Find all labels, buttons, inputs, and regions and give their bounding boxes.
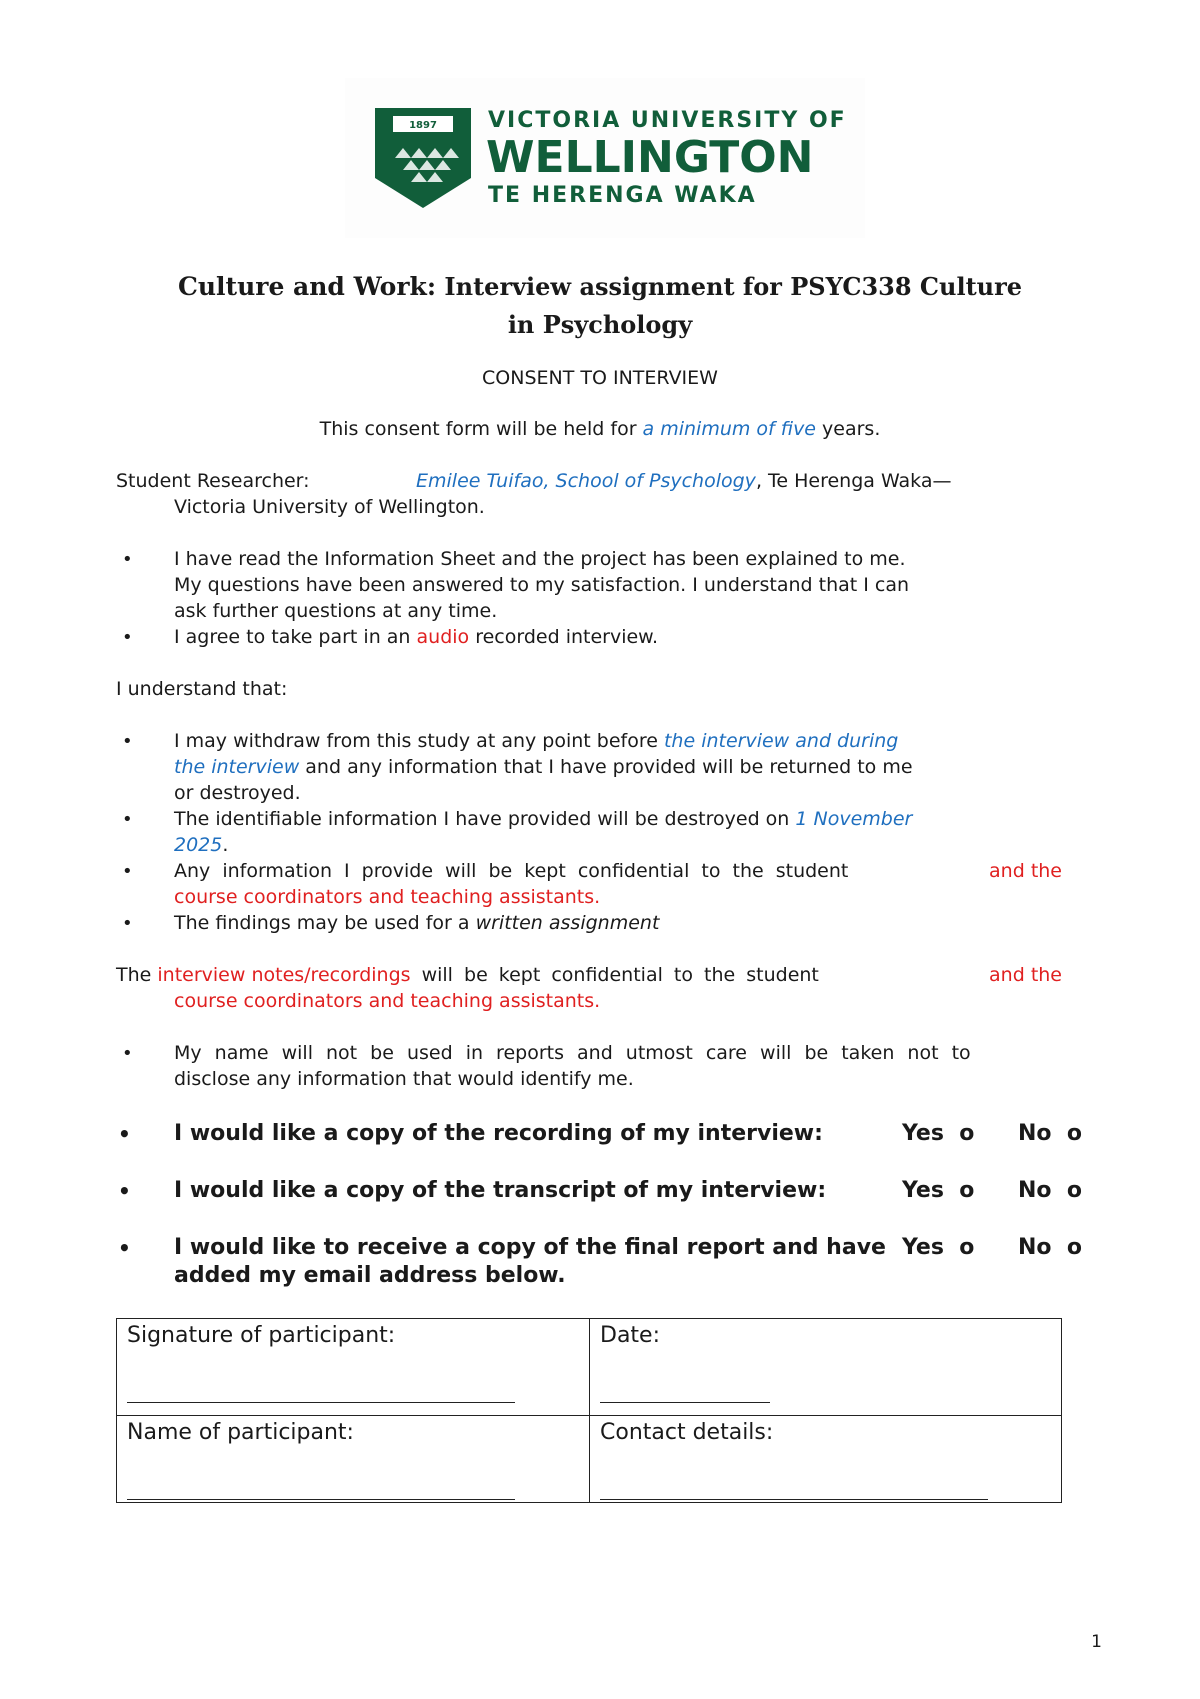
name-bullet-line-2: disclose any information that would identify me.	[174, 1068, 634, 1090]
option-report-label: I would like to receive a copy of the final report and have	[174, 1235, 886, 1260]
confidential-red-1: and the	[989, 860, 1062, 882]
findings-pre: The findings may be used for a	[174, 912, 476, 934]
bullet-destroyed-line-1	[174, 806, 912, 832]
held-statement	[110, 416, 1090, 442]
consent-heading: CONSENT TO INTERVIEW	[482, 367, 718, 389]
contact-line[interactable]	[600, 1499, 988, 1500]
bullet-confidential-line-1	[174, 858, 1062, 884]
findings-em: written assignment	[475, 912, 660, 934]
bullet-icon: •	[122, 861, 133, 882]
destroyed-post: .	[222, 834, 229, 856]
title-part-3: in Psychology	[507, 310, 693, 339]
understand-heading: I understand that:	[116, 678, 288, 700]
no-label: No	[1018, 1235, 1052, 1260]
bullet-icon: •	[118, 1179, 131, 1203]
logo-line-3: TE HERENGA WAKA	[488, 183, 757, 208]
logo-line-2: WELLINGTON	[486, 132, 814, 183]
notes-red: interview notes/recordings	[157, 964, 411, 986]
title-part-2: Interview assignment for PSYC338 Culture	[436, 272, 1023, 301]
date-cell[interactable]	[590, 1319, 1062, 1416]
bullet-line: ask further questions at any time.	[174, 600, 498, 622]
bullet-icon: •	[122, 1043, 133, 1064]
date-line[interactable]	[600, 1402, 770, 1403]
bullet-audio	[174, 624, 658, 650]
bullet-line: My questions have been answered to my satisfaction. I understand that I can	[174, 574, 910, 596]
researcher-line-2: Victoria University of Wellington.	[174, 496, 485, 518]
option-transcript-label: I would like a copy of the transcript of my interview:	[174, 1178, 827, 1203]
checkbox-icon[interactable]: o	[1066, 1178, 1082, 1203]
bullet-icon: •	[122, 627, 133, 648]
audio-word: audio	[416, 626, 470, 648]
bullet-line: I have read the Information Sheet and the project has been explained to me.	[174, 548, 906, 570]
contact-label: Contact details:	[600, 1420, 774, 1445]
name-label: Name of participant:	[127, 1420, 354, 1445]
no-label: No	[1018, 1121, 1052, 1146]
audio-pre: I agree to take part in an	[174, 626, 417, 648]
logo-line-1: VICTORIA UNIVERSITY OF	[488, 108, 847, 133]
held-post: years.	[816, 418, 881, 440]
destroyed-pre: The identifiable information I have provided will be destroyed on	[174, 808, 796, 830]
option-recording-label: I would like a copy of the recording of my interview:	[174, 1121, 823, 1146]
researcher-name: Emilee Tuifao, School of Psychology	[416, 470, 756, 492]
name-bullet-text-1: My name will not be used in reports and utmost care will be taken not to	[174, 1042, 971, 1064]
university-crest-icon	[375, 108, 471, 208]
bullet-withdraw-line-1	[174, 728, 898, 754]
bullet-icon: •	[122, 731, 133, 752]
signature-cell[interactable]	[117, 1319, 590, 1416]
audio-post: recorded interview.	[469, 626, 659, 648]
option-report-yes[interactable]	[902, 1234, 974, 1262]
name-line[interactable]	[127, 1499, 515, 1500]
contact-cell[interactable]	[590, 1416, 1062, 1503]
notes-red-2: and the	[989, 964, 1062, 986]
bullet-info-sheet	[174, 546, 1062, 624]
title-part-1: Culture and Work:	[177, 272, 437, 301]
researcher-name-line	[416, 468, 952, 494]
destroyed-date-2: 2025	[174, 834, 223, 856]
name-cell[interactable]	[117, 1416, 590, 1503]
crest-year: 1897	[409, 120, 437, 131]
checkbox-icon[interactable]: o	[1066, 1235, 1082, 1260]
option-report-label-2: added my email address below.	[174, 1263, 566, 1288]
notes-line-1	[116, 962, 1062, 988]
yes-label: Yes	[902, 1121, 944, 1146]
bullet-icon: •	[122, 809, 133, 830]
bullet-withdraw-line-3: or destroyed.	[174, 782, 301, 804]
option-recording-yes[interactable]	[902, 1120, 974, 1148]
bullet-destroyed-line-2	[174, 832, 228, 858]
option-transcript-no[interactable]	[1018, 1177, 1082, 1205]
bullet-icon: •	[122, 549, 133, 570]
option-recording-no[interactable]	[1018, 1120, 1082, 1148]
document-title	[110, 268, 1090, 344]
withdraw-pre: I may withdraw from this study at any point before	[174, 730, 664, 752]
bullet-icon: •	[118, 1122, 131, 1146]
researcher-affiliation: , Te Herenga Waka—	[755, 470, 952, 492]
destroyed-date-1: 1 November	[795, 808, 913, 830]
option-report-no[interactable]	[1018, 1234, 1082, 1262]
option-transcript-yes[interactable]	[902, 1177, 974, 1205]
checkbox-icon[interactable]: o	[959, 1178, 975, 1203]
checkbox-icon[interactable]: o	[1066, 1121, 1082, 1146]
withdraw-post: and any information that I have provided will be returned to me	[299, 756, 913, 778]
confidential-pre: Any information I provide will be kept confidential to the student	[174, 860, 849, 882]
notes-left	[116, 962, 819, 988]
notes-pre: The	[116, 964, 158, 986]
withdraw-em-2: the interview	[174, 756, 300, 778]
yes-label: Yes	[902, 1235, 944, 1260]
signature-line[interactable]	[127, 1402, 515, 1403]
signature-table	[116, 1318, 1062, 1503]
bullet-icon: •	[118, 1236, 131, 1260]
bullet-icon: •	[122, 913, 133, 934]
page-number: 1	[1091, 1632, 1102, 1652]
held-pre: This consent form will be held for	[319, 418, 643, 440]
held-duration: a minimum of five	[642, 418, 816, 440]
no-label: No	[1018, 1178, 1052, 1203]
name-bullet-line-1	[174, 1040, 1062, 1066]
yes-label: Yes	[902, 1178, 944, 1203]
notes-mid: will be kept confidential to the student	[410, 964, 819, 986]
checkbox-icon[interactable]: o	[959, 1121, 975, 1146]
date-label: Date:	[600, 1323, 660, 1348]
bullet-confidential-line-2: course coordinators and teaching assistants.	[174, 886, 601, 908]
notes-line-2: course coordinators and teaching assistants.	[174, 990, 601, 1012]
researcher-label: Student Researcher:	[116, 470, 310, 492]
bullet-findings	[174, 910, 659, 936]
withdraw-em-1: the interview and during	[663, 730, 899, 752]
signature-label: Signature of participant:	[127, 1323, 396, 1348]
bullet-withdraw-line-2	[174, 754, 913, 780]
checkbox-icon[interactable]: o	[959, 1235, 975, 1260]
